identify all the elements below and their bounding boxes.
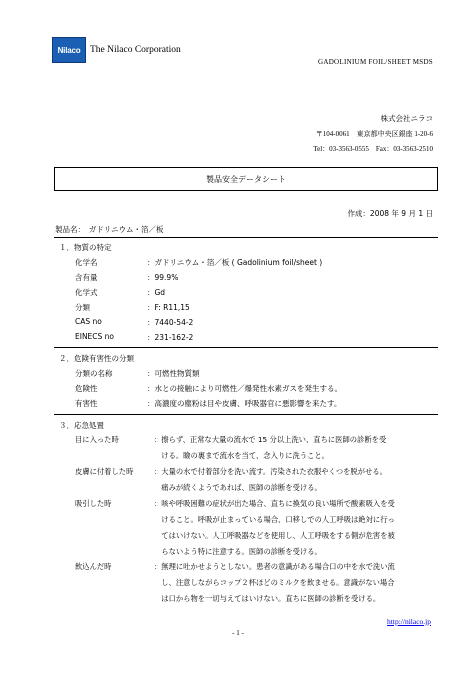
- row-value: ：231-162-2: [147, 333, 194, 342]
- document-title: GADOLINIUM FOIL/SHEET MSDS: [317, 58, 433, 66]
- contact-numbers: Tel：03-3563-0555 Fax：03-3563-2510: [313, 145, 433, 153]
- row-value: [154, 496, 395, 560]
- row-value: ：7440-54-2: [147, 318, 194, 327]
- row-label: 有害性: [75, 399, 98, 408]
- row-value: ：可燃性物質類: [147, 369, 200, 378]
- section-heading: ２．危険有害性の分類: [59, 354, 134, 363]
- row-value: ：高濃度の塵粉は目や皮膚、呼吸器官に悪影響を来たす。: [147, 399, 342, 408]
- sheet-title: 製品安全データシート: [54, 167, 438, 191]
- section-heading: ３．応急処置: [59, 421, 104, 430]
- row-value-line: ：擦らず、正常な大量の流水で 15 分以上洗い、直ちに医師の診断を受: [154, 435, 387, 444]
- product-name: 製品名： ガドリニウム・箔／板: [55, 225, 164, 234]
- row-value: ：水との接触により可燃性／爆発性水素ガスを発生する。: [147, 384, 342, 393]
- row-label: 分類の名称: [75, 369, 113, 378]
- row-value-line: ：咳や呼吸困難の症状が出た場合、直ちに換気の良い場所で酸素吸入を受: [154, 499, 395, 508]
- row-value: [154, 464, 387, 496]
- row-value-line: ：無理に吐かせようとしない。患者の意識がある場合口の中を水で洗い流: [154, 562, 395, 571]
- row-value: ：F: R11,15: [147, 303, 190, 312]
- row-value-line: し、注意しながらコップ２杯ほどのミルクを飲ませる。意識がない場合: [154, 578, 395, 587]
- row-value: [154, 559, 395, 607]
- row-label: 含有量: [75, 273, 98, 282]
- row-value: ：ガドリニウム・箔／板 ( Gadolinium foil/sheet ): [147, 258, 323, 267]
- section-heading: １．物質の特定: [59, 243, 112, 252]
- row-label: 皮膚に付着した時: [75, 467, 134, 476]
- row-label: CAS no: [75, 317, 102, 326]
- postal-address: 〒104-0061 東京都中央区銀座 1-20-6: [315, 130, 433, 138]
- created-date: 作成：2008 年 9 月 1 日: [347, 209, 433, 218]
- company-name-jp: 株式会社ニラコ: [380, 114, 433, 123]
- row-label: 目に入った時: [75, 435, 119, 444]
- row-value: ：99.9%: [147, 273, 179, 282]
- row-value: ：Gd: [147, 288, 166, 297]
- row-value-line: らないよう特に注意する。医師の診断を受ける。: [154, 547, 322, 556]
- row-label: 化学名: [75, 258, 98, 267]
- row-label: 吸引した時: [75, 499, 112, 508]
- row-value-line: ける。瞼の裏まで流水を当て、念入りに洗うこと。: [154, 451, 329, 460]
- nilaco-logo: Nilaco: [52, 37, 86, 63]
- row-label: 飲込んだ時: [75, 562, 112, 571]
- row-value-line: てはいけない。人工呼吸器などを使用し、人工呼吸をする側が危害を被: [154, 531, 395, 540]
- row-value-line: けること。呼吸が止まっている場合、口移しでの人工呼吸は絶対に行っ: [154, 515, 395, 524]
- page-number: - 1 -: [232, 629, 244, 637]
- website-link[interactable]: http://nilaco.jp: [387, 617, 431, 626]
- row-label: EINECS no: [75, 332, 115, 341]
- row-label: 分類: [75, 303, 90, 312]
- divider: [54, 347, 438, 348]
- row-value-line: ：大量の水で付着部分を洗い流す。汚染された衣服やくつを脱がせる。: [154, 467, 387, 476]
- company-name: The Nilaco Corporation: [90, 45, 181, 55]
- row-value-line: 痛みが続くようであれば、医師の診断を受ける。: [154, 483, 322, 492]
- row-value: [154, 432, 386, 464]
- divider: [54, 237, 438, 238]
- row-label: 化学式: [75, 288, 98, 297]
- divider: [54, 414, 438, 415]
- row-value-line: は口から物を一切与えてはいけない。直ちに医師の診断を受ける。: [154, 594, 381, 603]
- row-label: 危険性: [75, 384, 98, 393]
